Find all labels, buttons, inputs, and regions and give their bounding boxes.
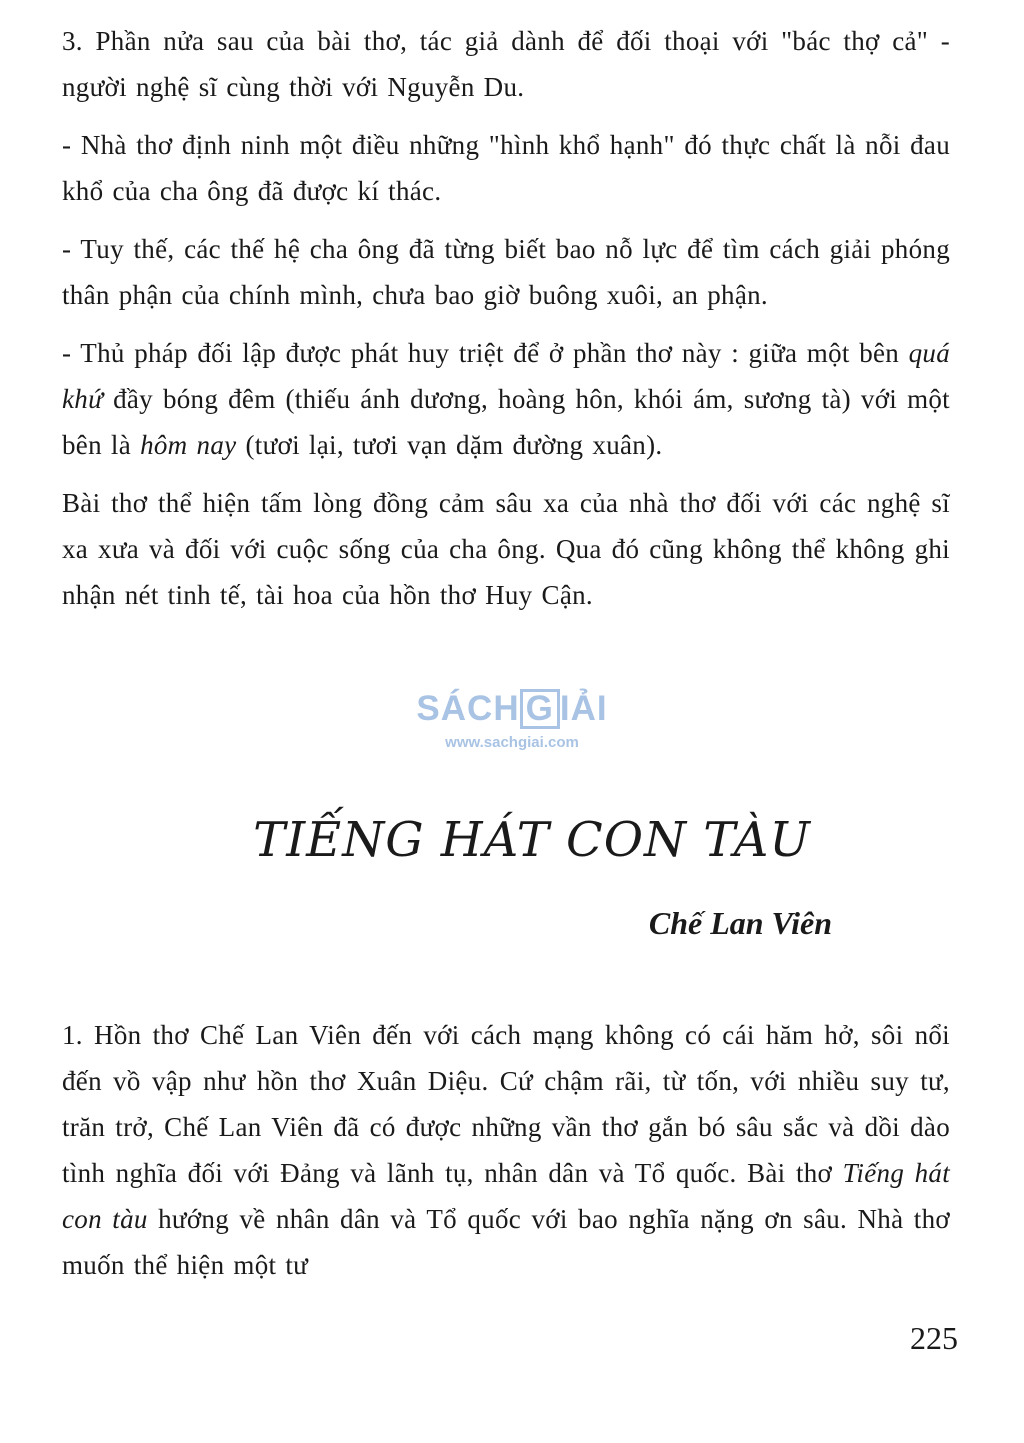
- paragraph-text: quá khứ: [62, 338, 950, 414]
- paragraph-text: Tiếng hát con tàu: [62, 1158, 951, 1234]
- text-block-bottom: [62, 1012, 950, 1300]
- watermark-logo-left: SÁCH: [416, 689, 520, 728]
- watermark-logo-box: G: [520, 689, 560, 729]
- paragraph-p3a: [62, 122, 950, 214]
- paragraph-text: đầy bóng đêm (thiếu ánh dương, hoàng hôn, khói ám, sương tà) với một bên là: [62, 384, 950, 460]
- poem-author: Chế Lan Viên: [648, 905, 832, 941]
- paragraph-p3b: [62, 226, 950, 318]
- paragraph-p3: [62, 18, 950, 110]
- paragraph-text: (tươi lại, tươi vạn dặm đường xuân).: [236, 430, 663, 460]
- paragraph-text: - Thủ pháp đối lập được phát huy triệt để ở phần thơ này : giữa một bên: [62, 338, 909, 368]
- paragraph-p3c: [62, 330, 950, 468]
- watermark-url: www.sachgiai.com: [445, 734, 579, 751]
- text-block-top: [62, 18, 950, 630]
- paragraph-text: hướng về nhân dân và Tổ quốc với bao nghĩa nặng ơn sâu. Nhà thơ muốn thể hiện một tư: [62, 1204, 950, 1280]
- paragraph-text: - Nhà thơ định ninh một điều những "hình khổ hạnh" đó thực chất là nỗi đau khổ của cha ông đã được kí thác.: [62, 130, 950, 206]
- paragraph-s1: [62, 1012, 950, 1288]
- paragraph-text: 1. Hồn thơ Chế Lan Viên đến với cách mạng không có cái hăm hở, sôi nổi đến vồ vập như hồn thơ Xuân Diệu. Cứ chậm rãi, từ tốn, với nhiều suy tư, trăn trở, Chế Lan Viên đã có được những vần thơ gắn bó sâu sắc và dồi dào tình nghĩa đối với Đảng và lãnh tụ, nhân dân và Tổ quốc. Bài thơ: [62, 1020, 950, 1188]
- poem-title: TIẾNG HÁT CON TÀU: [253, 812, 811, 868]
- watermark: [412, 688, 612, 751]
- paragraph-text: 3. Phần nửa sau của bài thơ, tác giả dành để đối thoại với "bác thợ cả" - người nghệ sĩ cùng thời với Nguyễn Du.: [62, 26, 950, 102]
- paragraph-p4: [62, 480, 950, 618]
- watermark-logo-right: IẢI: [559, 689, 608, 728]
- paragraph-text: Bài thơ thể hiện tấm lòng đồng cảm sâu xa của nhà thơ đối với các nghệ sĩ xa xưa và đối với cuộc sống của cha ông. Qua đó cũng không thể không ghi nhận nét tinh tế, tài hoa của hồn thơ Huy Cận.: [62, 488, 950, 610]
- watermark-logo: [412, 688, 612, 730]
- paragraph-text: hôm nay: [140, 430, 237, 460]
- page-number: 225: [910, 1320, 958, 1356]
- paragraph-text: - Tuy thế, các thế hệ cha ông đã từng biết bao nỗ lực để tìm cách giải phóng thân phận của chính mình, chưa bao giờ buông xuôi, an phận.: [62, 234, 950, 310]
